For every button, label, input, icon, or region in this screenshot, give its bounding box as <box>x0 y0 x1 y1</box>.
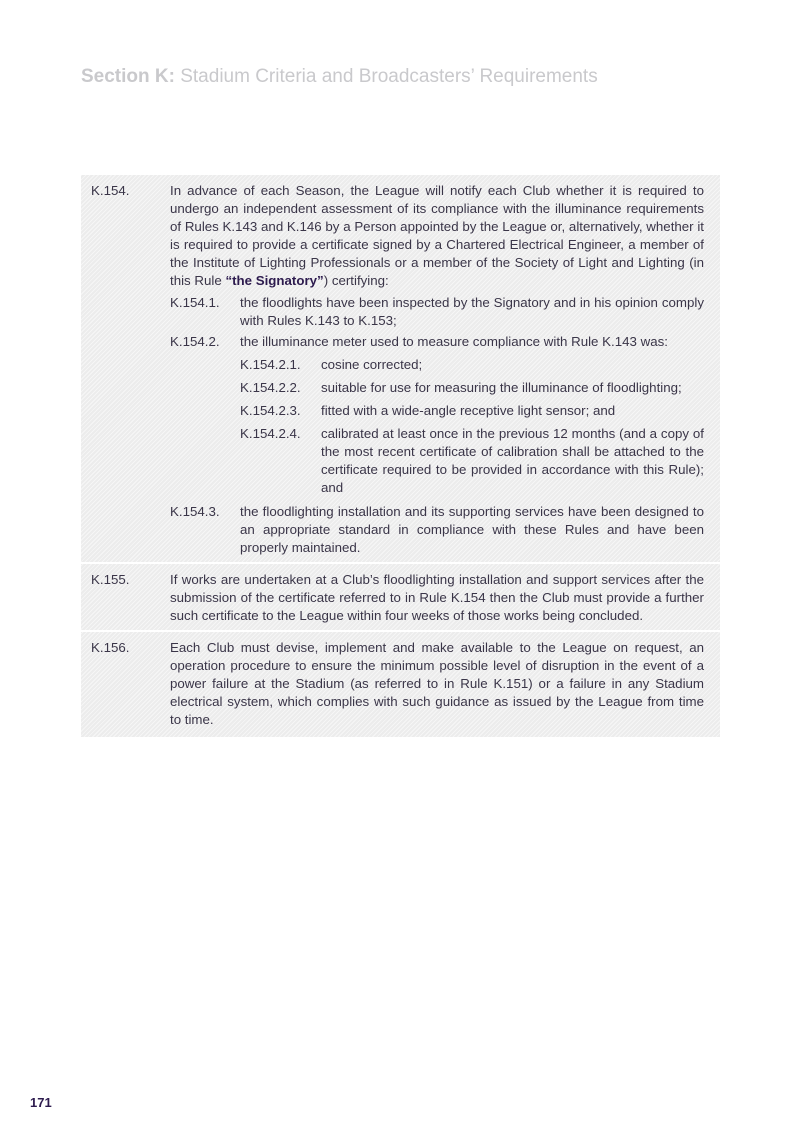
rule-intro-after: ) certifying: <box>323 273 389 289</box>
subsub-item-k154-2-4 <box>240 425 704 497</box>
subsub-item-text: suitable for use for measuring the illuminance of floodlighting; <box>321 379 682 395</box>
defined-term: “the Signatory” <box>225 273 324 289</box>
subsub-item-number: K.154.2.1. <box>240 356 301 372</box>
subsub-item-text: fitted with a wide-angle receptive light sensor; and <box>321 403 616 419</box>
section-heading <box>81 66 598 88</box>
rule-text: Each Club must devise, implement and make available to the League on request, an operation procedure to ensure the minimum possible level of disruption in the event of a power failure at the Stadium (as referred to in Rule K.151) or a failure in any Stadium electrical system, which complies with such guidance as issued by the League from time to time. <box>170 640 704 728</box>
subsub-item-text: calibrated at least once in the previous 12 months (and a copy of the most recent certificate of calibration shall be attached to the certificate required to be provided in accordance with this Rule); and <box>321 426 704 496</box>
rule-number: K.155. <box>91 571 130 587</box>
section-prefix: Section K: <box>81 66 175 87</box>
sub-item-text: the floodlighting installation and its supporting services have been designed to an appropriate standard in compliance with these Rules and have been properly maintained. <box>240 503 704 555</box>
subsub-item-k154-2-2 <box>240 379 704 397</box>
subsub-item-number: K.154.2.2. <box>240 379 301 395</box>
sub-item-text: the illuminance meter used to measure compliance with Rule K.143 was: <box>240 333 668 349</box>
rule-number: K.156. <box>91 640 130 656</box>
subsub-item-k154-2-1 <box>240 356 704 374</box>
subsub-item-text: cosine corrected; <box>321 356 423 372</box>
section-title: Stadium Criteria and Broadcasters’ Requirements <box>180 66 598 87</box>
subsub-item-number: K.154.2.3. <box>240 403 301 419</box>
rule-body <box>170 182 704 557</box>
rule-k155 <box>81 562 720 630</box>
subsub-item-number: K.154.2.4. <box>240 426 301 442</box>
rule-number: K.154. <box>91 183 130 198</box>
sub-item-k154-3 <box>170 503 704 557</box>
rule-k156 <box>81 630 720 736</box>
rule-intro <box>170 182 704 291</box>
page-number: 171 <box>30 1095 52 1110</box>
sub-item-text: the floodlights have been inspected by the Signatory and in his opinion comply with Rules K.143 to K.153; <box>240 294 704 328</box>
rule-k154 <box>81 175 720 562</box>
sub-item-number: K.154.1. <box>170 294 220 310</box>
rule-intro-before: In advance of each Season, the League will notify each Club whether it is required to undergo an independent assessment of its compliance with the illuminance requirements of Rules K.143 and K.146 by a Person appointed by the League or, alternatively, whether it is required to provide a certificate signed by a Chartered Electrical Engineer, a member of the Institute of Lighting Professionals or a member of the Society of Light and Lighting (in this Rule <box>170 183 704 289</box>
subsub-item-k154-2-3 <box>240 402 704 420</box>
sub-item-k154-2 <box>170 333 704 351</box>
sub-item-k154-1 <box>170 294 704 330</box>
sub-item-number: K.154.3. <box>170 503 220 519</box>
sub-item-number: K.154.2. <box>170 333 220 349</box>
rule-text: If works are undertaken at a Club’s floodlighting installation and support services after the submission of the certificate referred to in Rule K.154 then the Club must provide a further such certificate to the League within four weeks of those works being concluded. <box>170 571 704 623</box>
rules-block <box>81 175 720 737</box>
